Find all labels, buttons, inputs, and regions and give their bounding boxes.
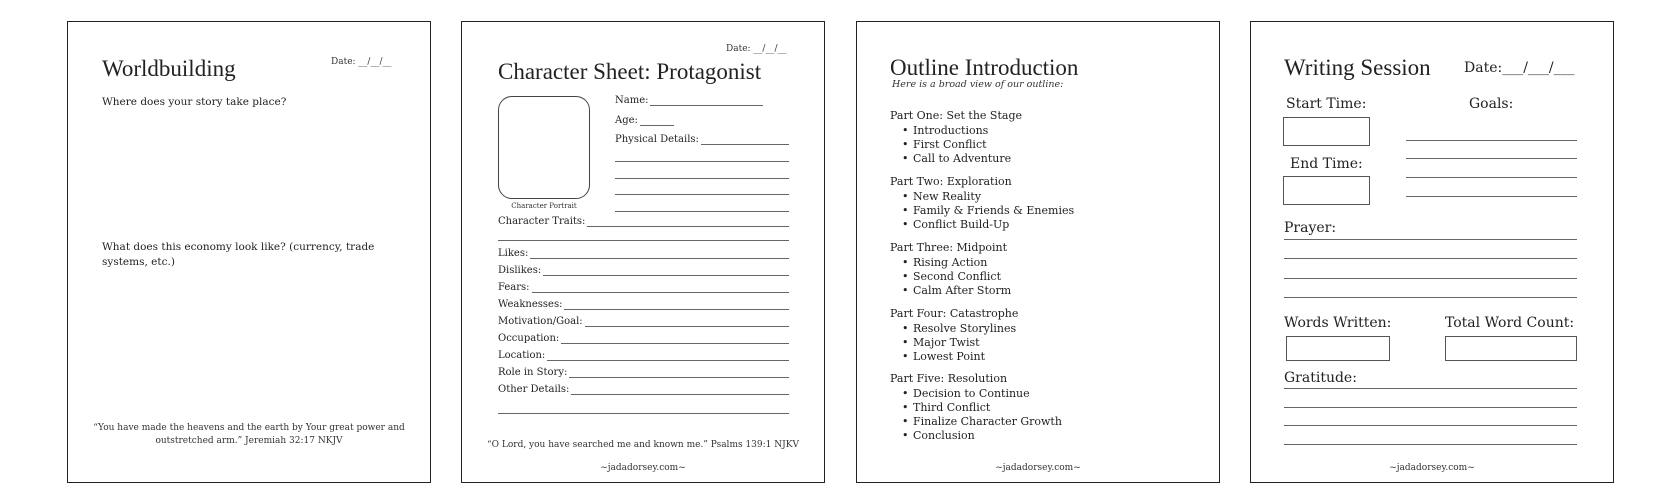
date-label: Date: __/__/__ [726,44,787,54]
site-footer: ~jadadorsey.com~ [600,463,686,473]
gratitude-label: Gratitude: [1284,370,1357,386]
quote-line: “You have made the heavens and the earth by Your great power and [93,423,405,433]
gratitude-line[interactable] [1284,444,1577,445]
total-word-count-label: Total Word Count: [1445,315,1575,331]
traits-label: Character Traits: [498,216,586,227]
start-time-label: Start Time: [1286,96,1367,112]
input-line [650,96,763,106]
list-item: • New Reality [902,190,1074,204]
list-item: • First Conflict [902,138,1022,152]
field-weaknesses[interactable] [498,299,789,310]
list-item: • Call to Adventure [902,152,1022,166]
list-item: • Third Conflict [902,401,1062,415]
writing-line[interactable] [615,161,789,162]
date-label: Date: __/__/__ [331,57,392,67]
list-item: • Calm After Storm [902,284,1011,298]
writing-line[interactable] [615,194,789,195]
input-line [543,266,789,276]
field-role[interactable] [498,367,789,378]
scripture-quote: “O Lord, you have searched me and known me.” Psalms 139:1 NJKV [487,440,799,450]
quote-line: outstretched arm.” Jeremiah 32:17 NKJV [155,436,343,446]
writing-line[interactable] [498,240,789,241]
part-title: Part Four: Catastrophe [890,307,1019,320]
list-item: • Second Conflict [902,270,1011,284]
site-footer: ~jadadorsey.com~ [1389,463,1475,473]
list-item: • Introductions [902,124,1022,138]
character-portrait-box[interactable] [498,96,590,199]
page-title: Worldbuilding [102,56,236,81]
field-label: Occupation: [498,333,560,344]
writing-line[interactable] [615,178,789,179]
date-label: Date:___/___/___ [1464,60,1575,76]
field-dislikes[interactable] [498,265,789,276]
field-label: Role in Story: [498,367,568,378]
list-item: • Conclusion [902,429,1062,443]
worldbuilding-page [67,21,431,483]
outline-part [890,109,1022,166]
prayer-label: Prayer: [1284,220,1337,236]
question-location: Where does your story take place? [102,96,287,108]
goals-line[interactable] [1406,140,1577,141]
input-line [587,217,789,227]
input-line [547,351,789,361]
prayer-line[interactable] [1284,239,1577,240]
field-fears[interactable] [498,282,789,293]
total-word-count-box[interactable] [1445,336,1577,361]
list-item: • Lowest Point [902,350,1018,364]
part-title: Part Two: Exploration [890,175,1012,188]
part-items [890,124,1022,166]
field-location[interactable] [498,350,789,361]
writing-session-page [1250,21,1614,483]
field-label: Other Details: [498,384,570,395]
page-title: Writing Session [1284,55,1431,80]
outline-part [890,175,1074,232]
list-item: • Decision to Continue [902,387,1062,401]
part-title: Part One: Set the Stage [890,109,1022,122]
list-item: • Resolve Storylines [902,322,1018,336]
field-label: Location: [498,350,546,361]
name-field[interactable] [615,95,763,106]
age-label: Age: [615,115,638,126]
age-field[interactable] [615,115,674,126]
end-time-box[interactable] [1283,176,1370,205]
goals-line[interactable] [1406,177,1577,178]
end-time-label: End Time: [1290,156,1363,172]
field-likes[interactable] [498,248,789,259]
site-footer: ~jadadorsey.com~ [995,463,1081,473]
page-title: Character Sheet: Protagonist [498,59,762,84]
input-line [701,135,789,145]
input-line [585,317,789,327]
list-item: • Rising Action [902,256,1011,270]
gratitude-line[interactable] [1284,407,1577,408]
goals-line[interactable] [1406,196,1577,197]
prayer-line[interactable] [1284,278,1577,279]
outline-page [856,21,1220,483]
input-line [561,334,789,344]
field-label: Weaknesses: [498,299,563,310]
gratitude-line[interactable] [1284,425,1577,426]
part-items [890,387,1062,443]
part-items [890,322,1018,364]
portrait-caption: Character Portrait [511,202,577,210]
part-title: Part Three: Midpoint [890,241,1008,254]
list-item: • Family & Friends & Enemies [902,204,1074,218]
field-label: Likes: [498,248,529,259]
list-item: • Conflict Build-Up [902,218,1074,232]
input-line [564,300,789,310]
outline-part [890,241,1011,298]
list-item: • Major Twist [902,336,1018,350]
gratitude-line[interactable] [1284,388,1577,389]
physical-label: Physical Details: [615,134,699,145]
input-line [640,116,674,126]
part-items [890,256,1011,298]
part-items [890,190,1074,232]
character-sheet-page [461,21,825,483]
page-title: Outline Introduction [890,55,1079,80]
input-line [530,249,789,259]
field-motivation[interactable] [498,316,789,327]
field-label: Dislikes: [498,265,542,276]
words-written-label: Words Written: [1284,315,1392,331]
goals-label: Goals: [1469,96,1514,112]
page-subtitle: Here is a broad view of our outline: [892,79,1064,90]
field-label: Motivation/Goal: [498,316,583,327]
prayer-line[interactable] [1284,297,1577,298]
field-occupation[interactable] [498,333,789,344]
input-line [571,385,789,395]
traits-field[interactable] [498,216,789,227]
physical-details-field[interactable] [615,134,789,145]
writing-line[interactable] [498,413,789,414]
part-title: Part Five: Resolution [890,372,1008,385]
writing-line[interactable] [615,211,789,212]
name-label: Name: [615,95,649,106]
question-economy: What does this economy look like? (currency, trade systems, etc.) [102,241,375,268]
input-line [569,368,789,378]
prayer-line[interactable] [1284,258,1577,259]
field-other-details[interactable] [498,384,789,395]
input-line [532,283,789,293]
field-label: Fears: [498,282,530,293]
start-time-box[interactable] [1283,117,1370,146]
words-written-box[interactable] [1286,336,1390,361]
scripture-quote [68,422,430,448]
list-item: • Finalize Character Growth [902,415,1062,429]
goals-line[interactable] [1406,158,1577,159]
outline-part [890,307,1018,364]
outline-part [890,372,1062,443]
